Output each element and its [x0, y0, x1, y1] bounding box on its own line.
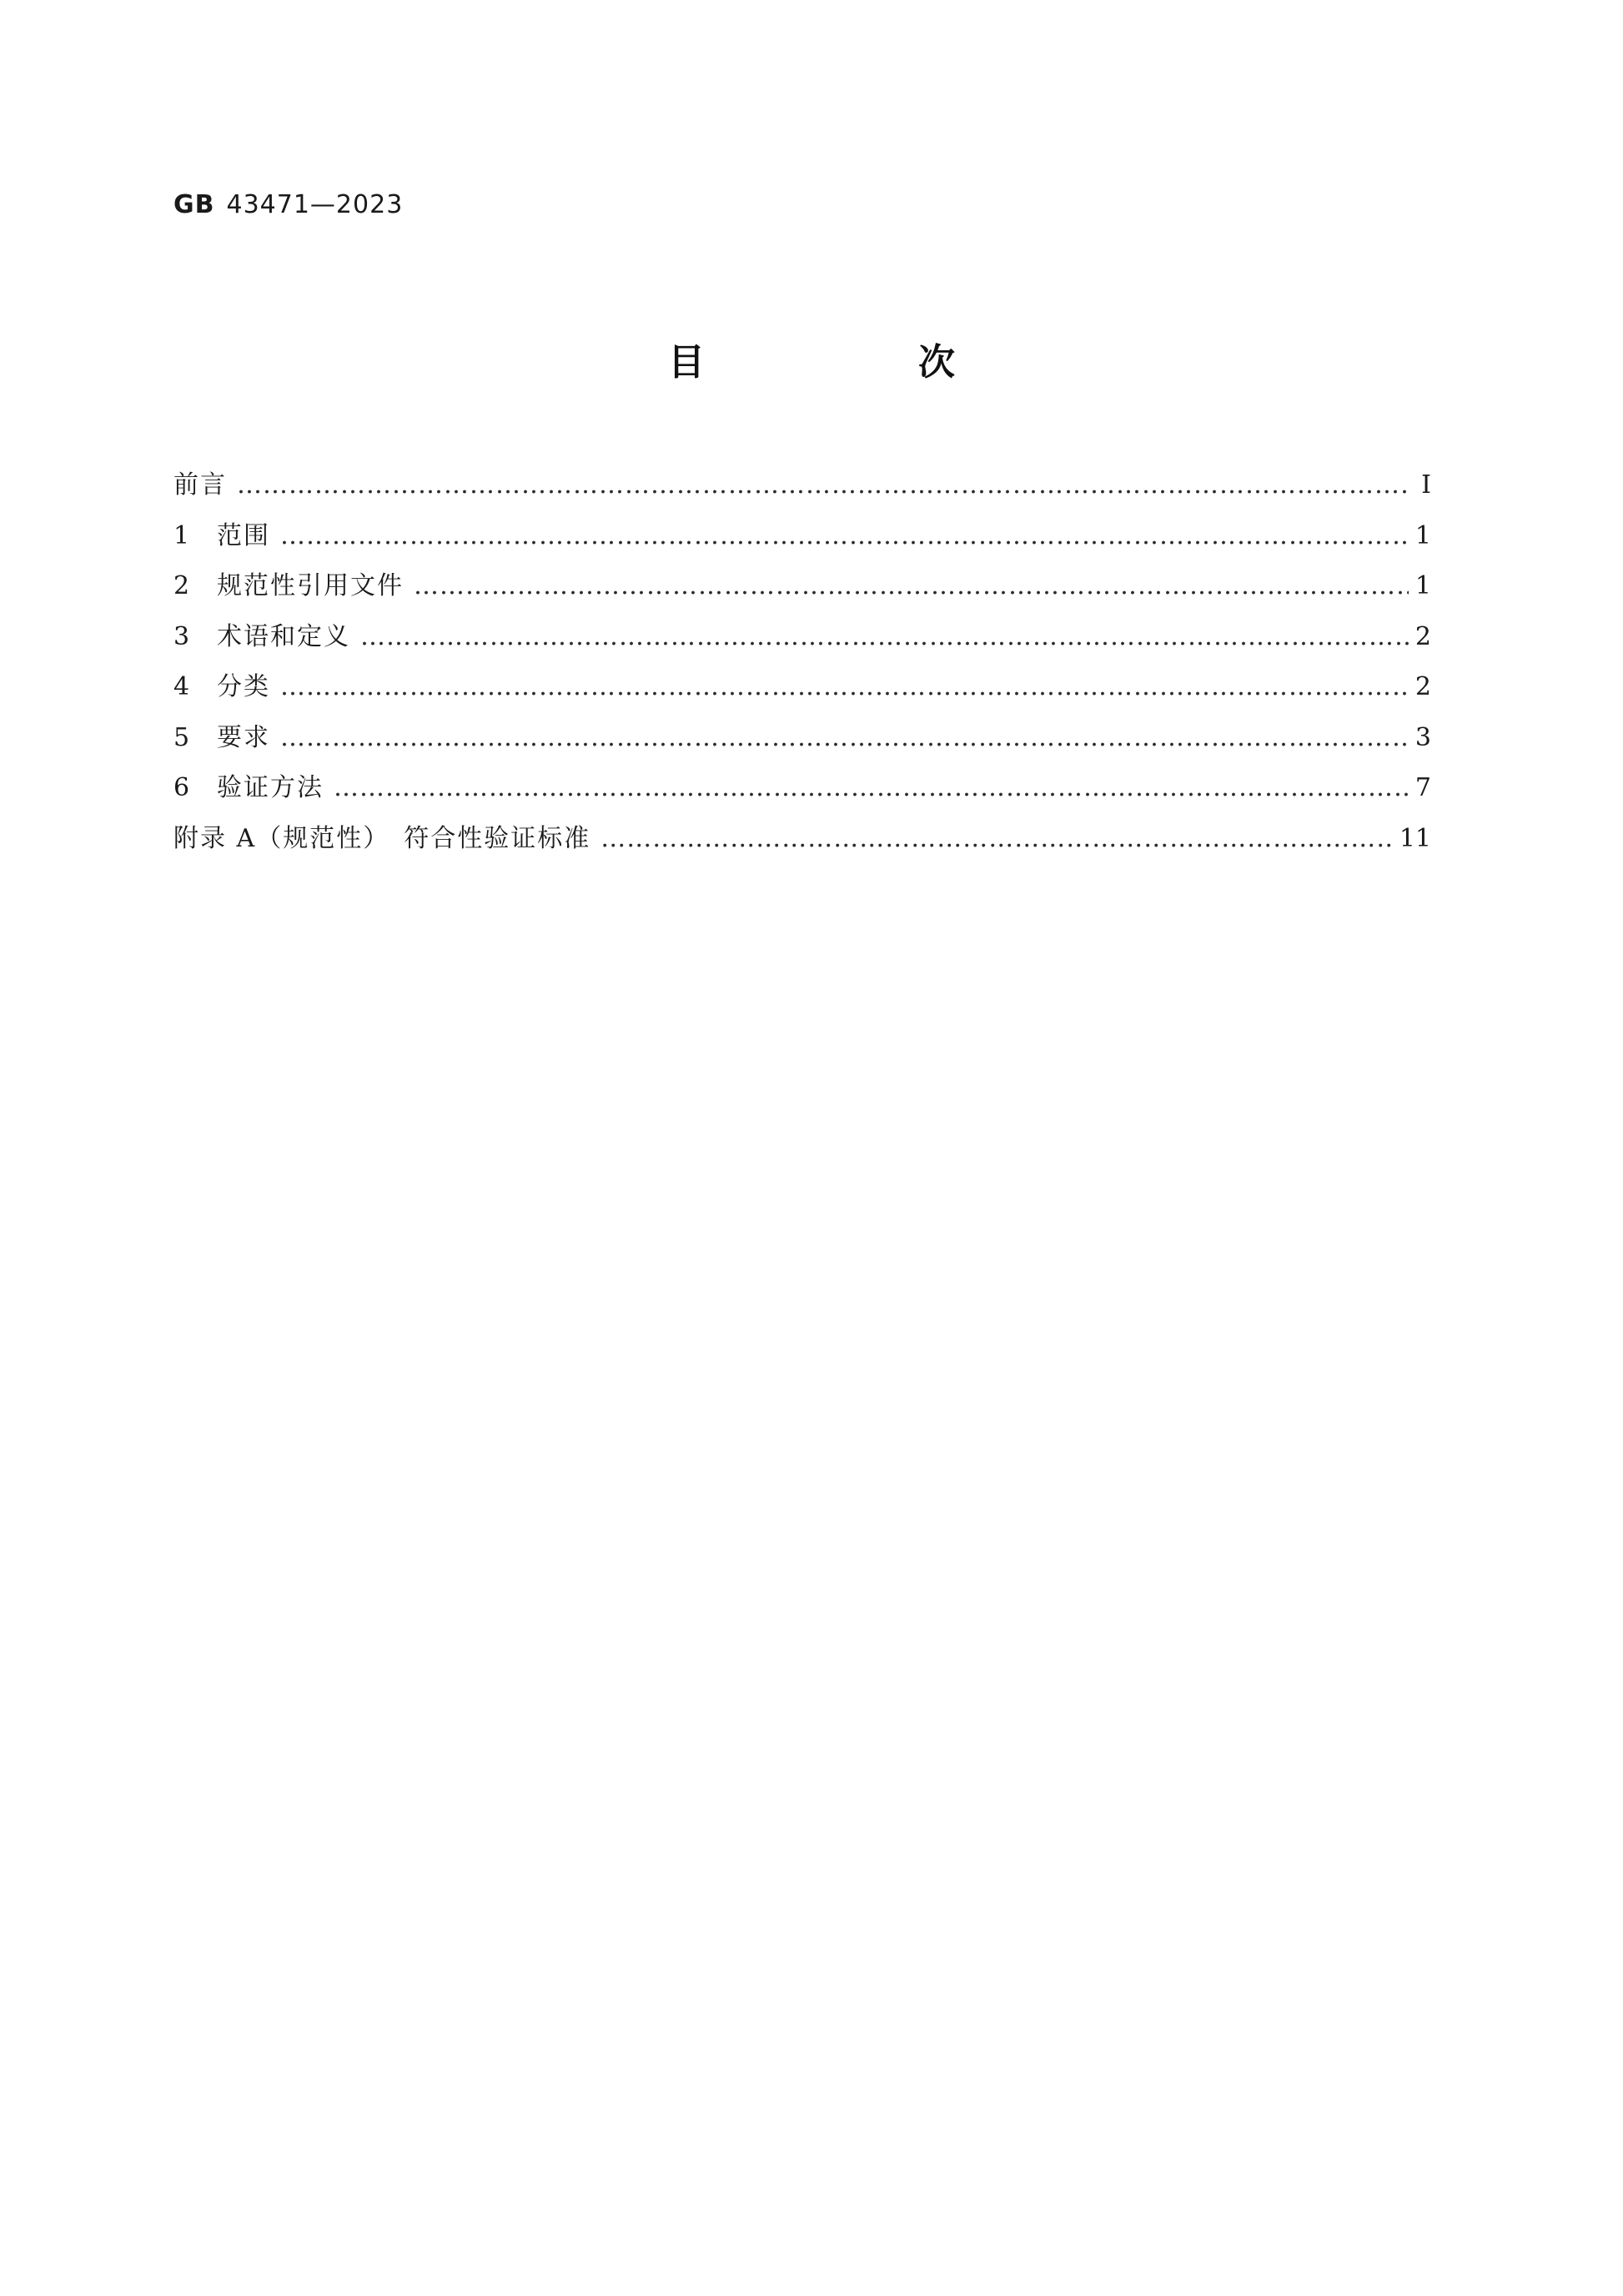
dot-leader [360, 612, 1409, 663]
toc-entry-label: 验证方法 [217, 773, 324, 802]
toc-entry-page: 1 [1414, 520, 1431, 550]
toc-entry-label: 范围 [217, 520, 270, 550]
dot-leader [280, 662, 1409, 713]
toc-entry-verification-methods[interactable] [173, 763, 1431, 814]
toc-entry-label: 分类 [217, 672, 270, 701]
toc-entry-number: 2 [173, 571, 190, 600]
toc-entry-label: 术语和定义 [217, 621, 350, 651]
toc-entry-page: 2 [1414, 672, 1431, 701]
toc-entry-number: 1 [173, 520, 190, 550]
dot-leader [280, 511, 1409, 562]
dot-leader [414, 561, 1409, 612]
toc-entry-number: 6 [173, 773, 190, 802]
toc-entry-number: 3 [173, 621, 190, 651]
page-title: 目 次 [668, 341, 1043, 384]
toc-entry-page: 3 [1414, 722, 1431, 752]
toc-entry-label: 附录 A（规范性） 符合性验证标准 [173, 823, 591, 853]
toc-entry-label: 规范性引用文件 [217, 571, 404, 600]
table-of-contents [173, 460, 1431, 864]
toc-entry-annex-a[interactable] [173, 814, 1431, 865]
toc-entry-classification[interactable] [173, 662, 1431, 713]
dot-leader [280, 713, 1409, 764]
toc-entry-label: 前言 [173, 470, 227, 500]
standard-prefix: GB [173, 190, 215, 219]
toc-entry-foreword[interactable] [173, 460, 1431, 511]
toc-entry-requirements[interactable] [173, 713, 1431, 764]
toc-entry-scope[interactable] [173, 511, 1431, 562]
toc-entry-page: 2 [1414, 621, 1431, 651]
toc-entry-label: 要求 [217, 722, 270, 752]
toc-entry-page: 1 [1414, 571, 1431, 600]
document-header [173, 190, 403, 219]
toc-entry-page: 7 [1414, 773, 1431, 802]
dot-leader [600, 814, 1393, 865]
dot-leader [237, 460, 1411, 511]
dot-leader [334, 763, 1409, 814]
toc-entry-normative-references[interactable] [173, 561, 1431, 612]
toc-entry-page: 11 [1399, 823, 1431, 853]
toc-entry-page: Ⅰ [1421, 470, 1431, 500]
toc-entry-number: 5 [173, 722, 190, 752]
toc-entry-number: 4 [173, 672, 190, 701]
standard-number: 43471—2023 [226, 190, 404, 219]
toc-entry-terms-definitions[interactable] [173, 612, 1431, 663]
